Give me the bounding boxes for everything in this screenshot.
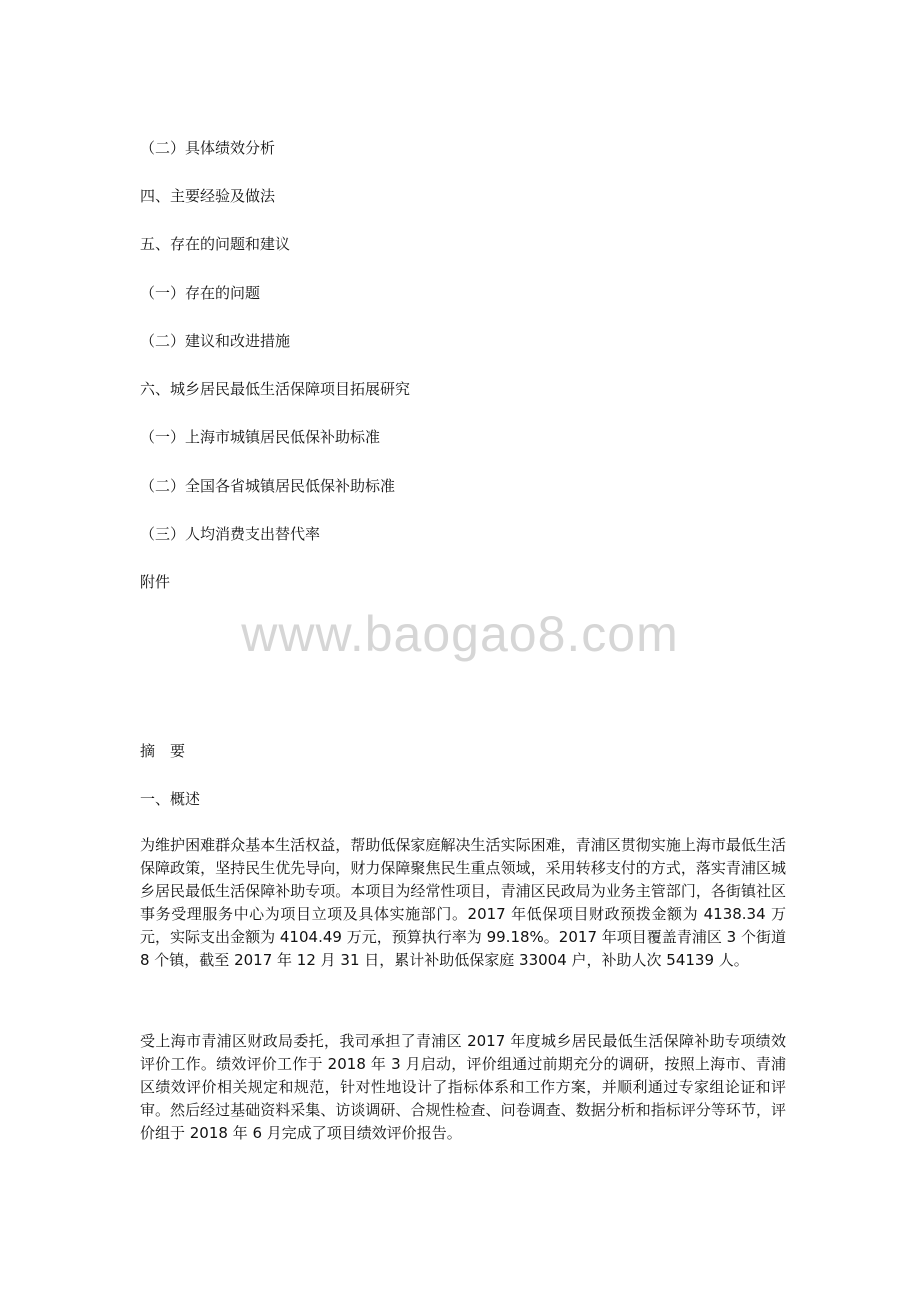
toc-item: （三）人均消费支出替代率 [140,525,321,543]
toc-item: 六、城乡居民最低生活保障项目拓展研究 [140,380,411,398]
toc-item: （二）建议和改进措施 [140,332,291,350]
body-paragraph: 为维护困难群众基本生活权益，帮助低保家庭解决生活实际困难，青浦区贯彻实施上海市最低生活保障政策，坚持民生优先导向，财力保障聚焦民生重点领域，采用转移支付的方式，落实青浦区城乡居民最低生活保障补助专项。本项目为经常性项目，青浦区民政局为业务主管部门，各街镇社区事务受理服务中心为项目立项及具体实施部门。2017 年低保项目财政预拨金额为 4138.34 万元，实际支出金额为 4104.49 万元，预算执行率为 99.18%。2017 年项目覆盖青浦区 3 个街道 8 个镇，截至 2017 年 12 月 31 日，累计补助低保家庭 33004 户，补助人次 54139 人。 [140,836,786,969]
toc-item: （一）存在的问题 [140,284,261,302]
watermark: www.baogao8.com [241,606,679,662]
toc-item: 四、主要经验及做法 [140,187,276,205]
toc-item: 附件 [140,573,171,591]
toc-item: 五、存在的问题和建议 [140,235,291,253]
toc-item: （二）全国各省城镇居民低保补助标准 [140,477,396,495]
body-paragraph: 受上海市青浦区财政局委托，我司承担了青浦区 2017 年度城乡居民最低生活保障补助专项绩效评价工作。绩效评价工作于 2018 年 3 月启动，评价组通过前期充分的调研，按照上海市、青浦区绩效评价相关规定和规范，针对性地设计了指标体系和工作方案，并顺利通过专家组论证和评审。然后经过基础资料采集、访谈调研、合规性检查、问卷调查、数据分析和指标评分等环节，评价组于 2018 年 6 月完成了项目绩效评价报告。 [140,1032,786,1142]
summary-heading: 摘 要 [140,742,186,760]
toc-item: （二）具体绩效分析 [140,139,276,157]
section-heading: 一、概述 [140,790,201,808]
toc-item: （一）上海市城镇居民低保补助标准 [140,428,381,446]
